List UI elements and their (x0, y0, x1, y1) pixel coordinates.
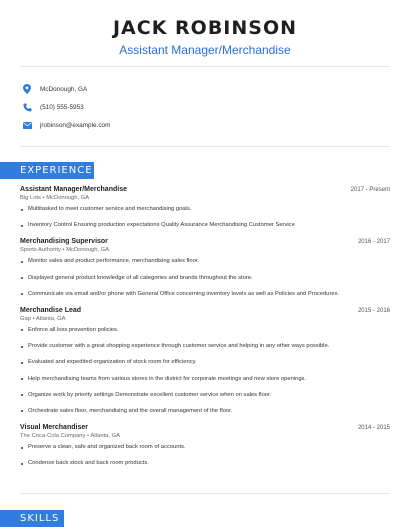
job-company-line: Gap • Atlanta, GA (20, 315, 66, 322)
job-bullets (20, 258, 390, 297)
job-bullets (20, 206, 390, 229)
job-title: Merchandise Lead (20, 306, 82, 314)
contact-info (22, 80, 110, 134)
job-title: Assistant Manager/Merchandise (20, 186, 127, 193)
contact-divider (20, 146, 390, 147)
email-icon (22, 120, 32, 130)
job-company-line: Sports Authority • McDonough, GA (20, 247, 110, 254)
job-bullet: Orchestrate sales floor, merchandising and the overall management of the floor. (20, 408, 390, 415)
job-company-line: The Coca-Cola Company • Atlanta, GA (20, 433, 120, 440)
job-bullet: Monitor sales and product performance, merchandising sales floor. (20, 258, 390, 265)
job-dates: 2017 - Present (350, 187, 390, 193)
job-bullet: Preserve a clean, safe and organized back room of accounts. (20, 444, 390, 451)
header-divider (20, 66, 390, 67)
job-bullet: Multitasked to meet customer service and merchandising goals. (20, 206, 390, 213)
job-entry (20, 424, 390, 467)
job-bullet: Communicate via email and/or phone with General Office concerning inventory levels as well as Policies and Procedures. (20, 291, 390, 298)
job-bullet: Inventory Control Ensuring production expectations Quality Assurance Merchandising Customer Service (20, 222, 390, 229)
contact-phone (22, 98, 110, 116)
job-bullet: Organize work by priority settings Demonstrate excellent customer service when on sales floor. (20, 392, 390, 399)
phone-icon (22, 102, 32, 112)
job-company: Gap (20, 315, 31, 322)
job-company: The Coca-Cola Company (20, 433, 86, 440)
job-bullet: Condense back stock and back room products. (20, 460, 390, 467)
experience-divider (20, 493, 390, 494)
contact-location-text: McDonough, GA (40, 85, 88, 93)
job-title: Visual Merchandiser (20, 424, 88, 432)
candidate-name: JACK ROBINSON (112, 17, 298, 39)
job-location: McDonough, GA (66, 247, 110, 254)
job-bullet: Evaluated and expedited organization of stock room for efficiency. (20, 359, 390, 366)
job-bullet: Displayed general product knowledge of all categories and brands throughout the store. (20, 275, 390, 282)
job-company: Big Lots (20, 195, 41, 201)
job-bullet: Provide customer with a great shopping experience through customer service and helping in any other ways possible. (20, 343, 390, 350)
contact-location (22, 80, 110, 98)
job-company-line: Big Lots • McDonough, GA (20, 195, 90, 201)
job-bullets (20, 327, 390, 415)
location-pin-icon (22, 84, 32, 94)
job-location: Atlanta, GA (90, 433, 120, 440)
job-title: Merchandising Supervisor (20, 238, 108, 246)
contact-phone-text: (510) 555-5953 (40, 103, 84, 111)
contact-email-text: jrobinson@example.com (40, 121, 111, 129)
candidate-title: Assistant Manager/Merchandise (119, 43, 291, 57)
job-company: Sports Authority (20, 247, 61, 254)
job-location: Atlanta, GA (35, 315, 66, 322)
contact-email (22, 116, 110, 134)
job-dates: 2015 - 2016 (357, 307, 390, 314)
job-dates: 2016 - 2017 (357, 239, 390, 246)
experience-section-header: EXPERIENCE (0, 162, 94, 179)
job-bullet: Help merchandising teams from various stores in the district for corporate meetings and new store openings. (20, 376, 390, 383)
job-bullets (20, 444, 390, 467)
job-entry (20, 307, 390, 415)
experience-list (20, 186, 390, 476)
skills-section-header: SKILLS (0, 510, 64, 527)
resume-header (0, 0, 410, 57)
job-bullet: Enforce all loss prevention policies. (20, 327, 390, 334)
job-entry (20, 238, 390, 297)
job-dates: 2014 - 2015 (357, 425, 390, 432)
job-location: McDonough, GA (46, 195, 90, 201)
job-entry (20, 186, 390, 229)
